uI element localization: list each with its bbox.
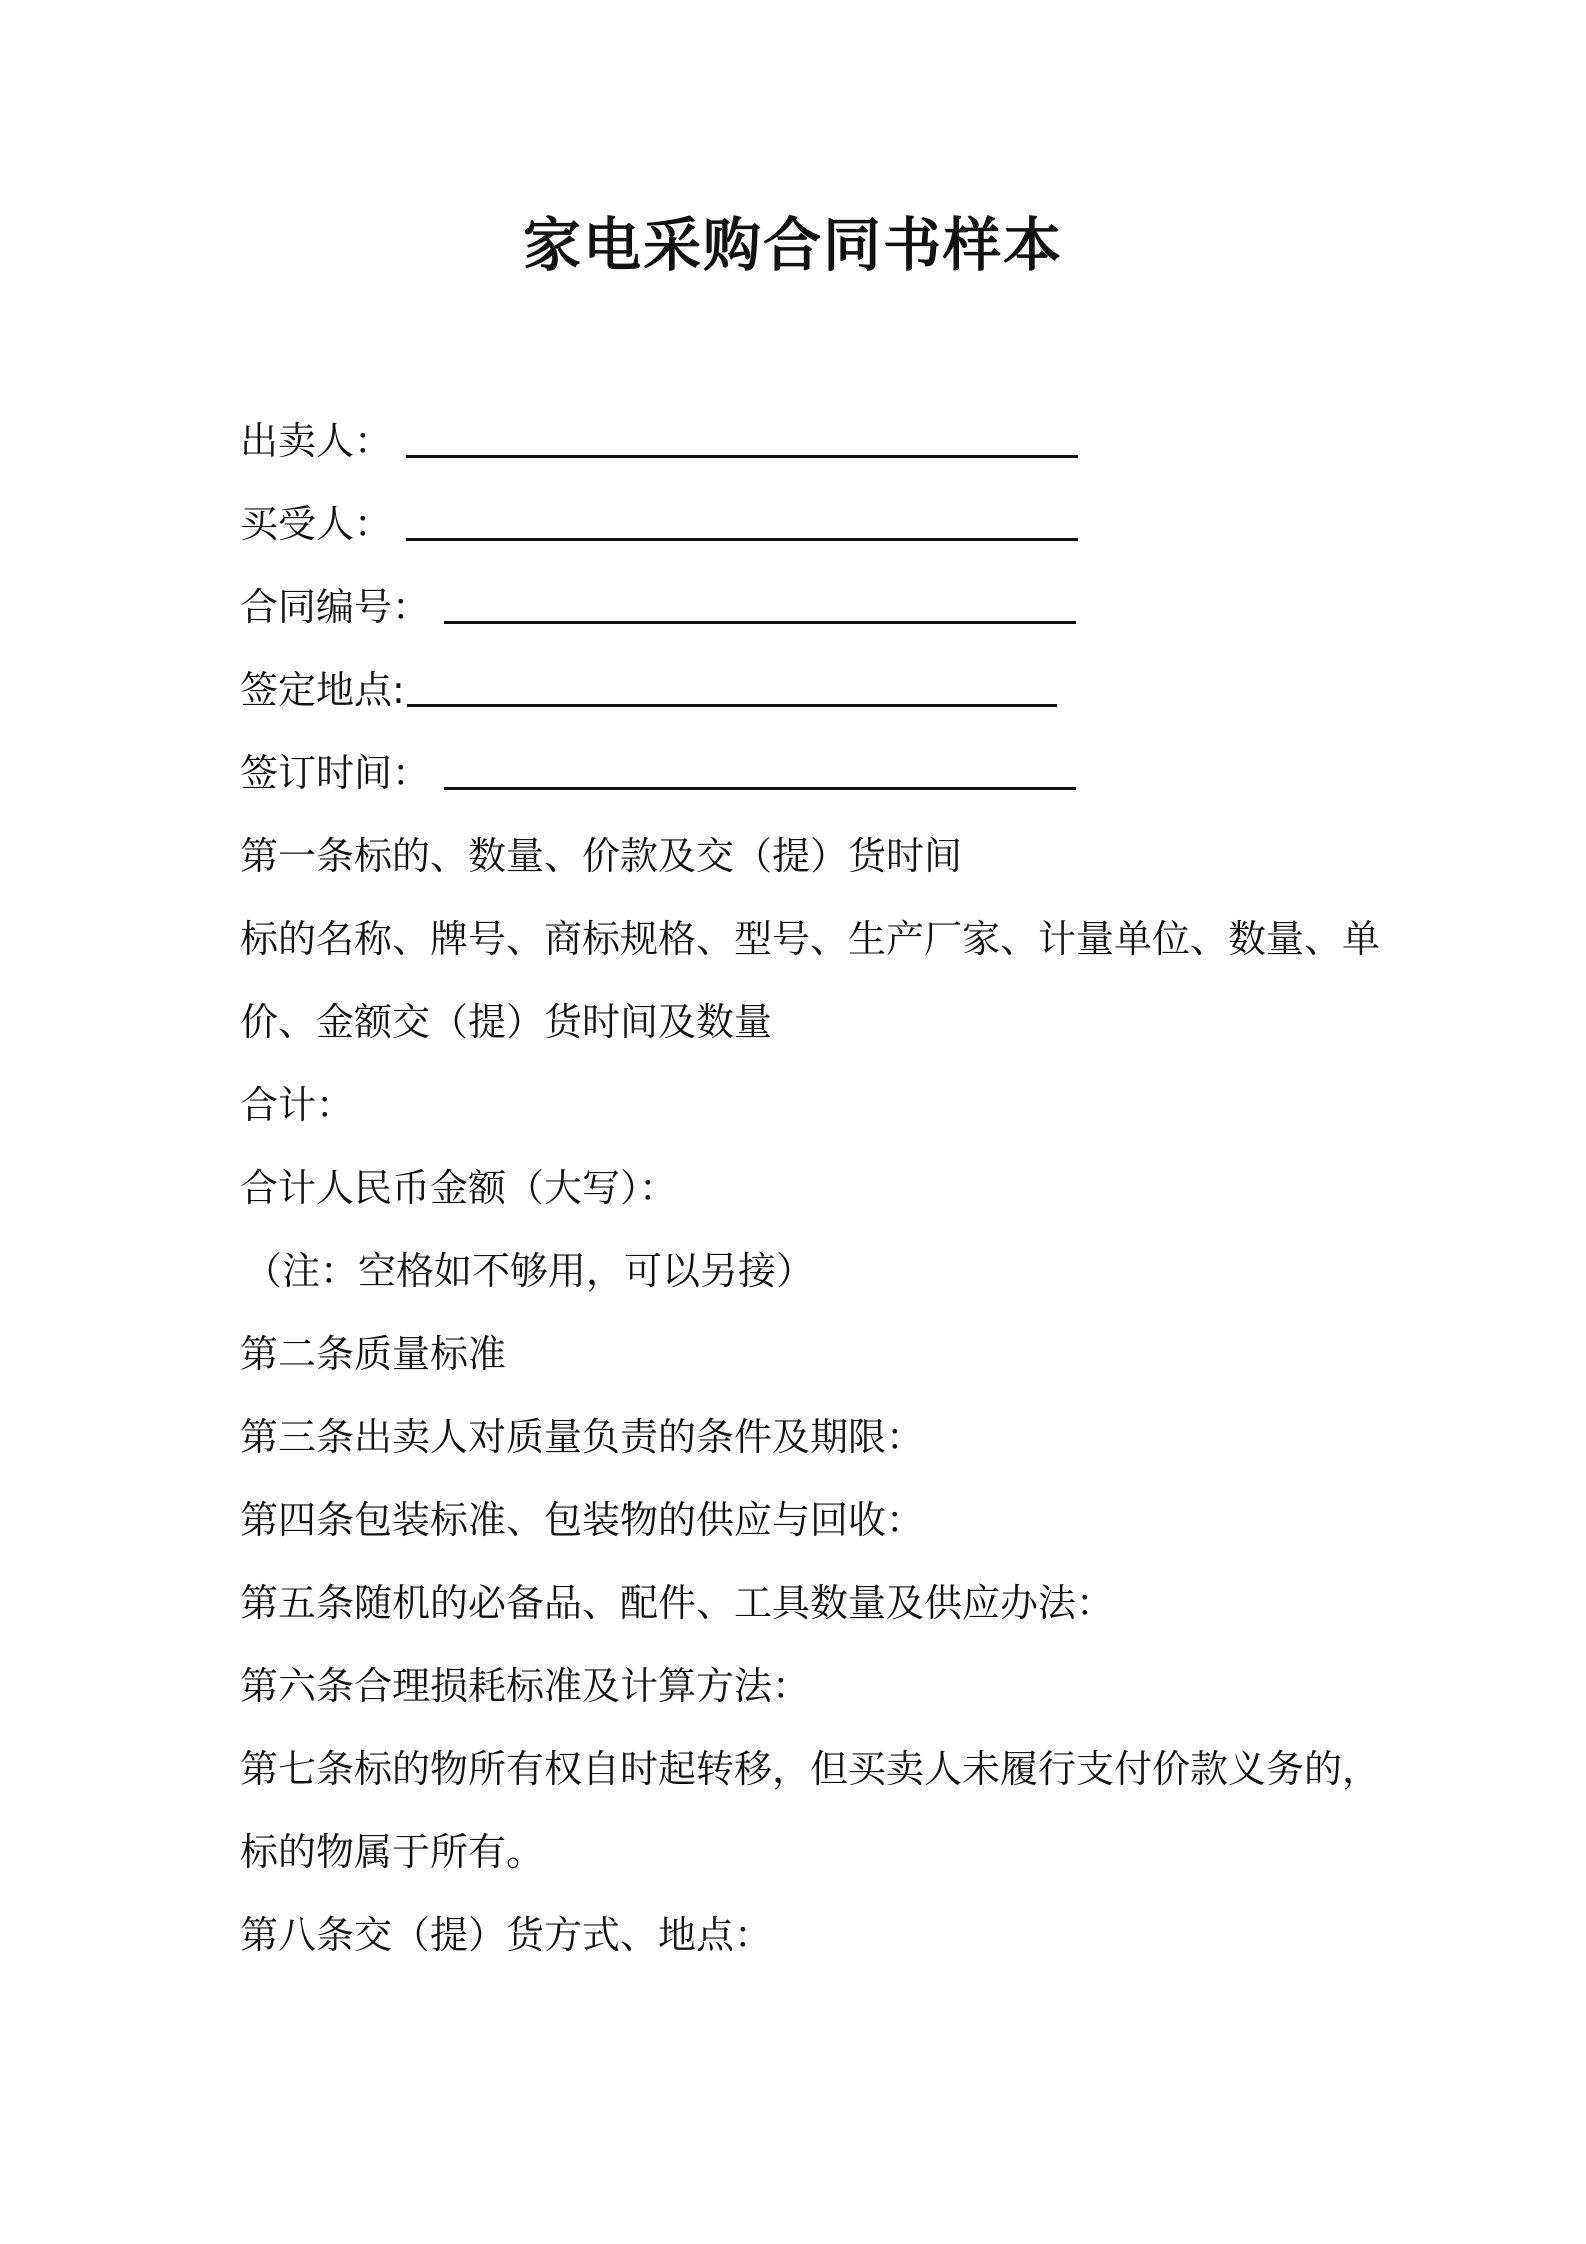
clause-8: 第八条交（提）货方式、地点： (240, 1913, 773, 1957)
seller-blank[interactable] (406, 451, 1078, 458)
buyer-field (240, 483, 1360, 566)
contract-number-field (240, 566, 1360, 649)
clause-1-description-line-1: 标的名称、牌号、商标规格、型号、生产厂家、计量单位、数量、单 (240, 917, 1381, 961)
total-rmb-label: 合计人民币金额（大写）： (240, 1166, 678, 1210)
clause-1-title: 第一条标的、数量、价款及交（提）货时间 (240, 834, 963, 878)
clause-2: 第二条质量标准 (240, 1332, 507, 1376)
signing-time-field (240, 732, 1360, 815)
seller-label: 出卖人： (240, 419, 393, 463)
seller-field (240, 400, 1360, 483)
note-text: （注：空格如不够用，可以另接） (244, 1249, 815, 1293)
document-body (240, 400, 1381, 1977)
clause-5: 第五条随机的必备品、配件、工具数量及供应办法： (240, 1581, 1115, 1625)
clause-6: 第六条合理损耗标准及计算方法： (240, 1664, 811, 1708)
clause-4: 第四条包装标准、包装物的供应与回收： (240, 1498, 925, 1542)
total-label: 合计： (240, 1083, 355, 1127)
signing-place-label: 签定地点: (240, 668, 405, 712)
signing-time-label: 签订时间： (240, 751, 431, 795)
contract-number-label: 合同编号： (240, 585, 431, 629)
signing-place-blank[interactable] (407, 700, 1057, 707)
clause-1-description-line-2: 价、金额交（提）货时间及数量 (240, 1000, 773, 1044)
buyer-label: 买受人： (240, 502, 393, 546)
clause-7-line-2: 标的物属于所有。 (240, 1830, 545, 1874)
signing-place-field (240, 649, 1360, 732)
buyer-blank[interactable] (406, 534, 1078, 541)
signing-time-blank[interactable] (444, 783, 1076, 790)
clause-7-line-1: 第七条标的物所有权自时起转移，但买卖人未履行支付价款义务的， (240, 1747, 1381, 1791)
clause-3: 第三条出卖人对质量负责的条件及期限： (240, 1415, 925, 1459)
contract-number-blank[interactable] (444, 617, 1076, 624)
document-title: 家电采购合同书样本 (522, 211, 1063, 279)
